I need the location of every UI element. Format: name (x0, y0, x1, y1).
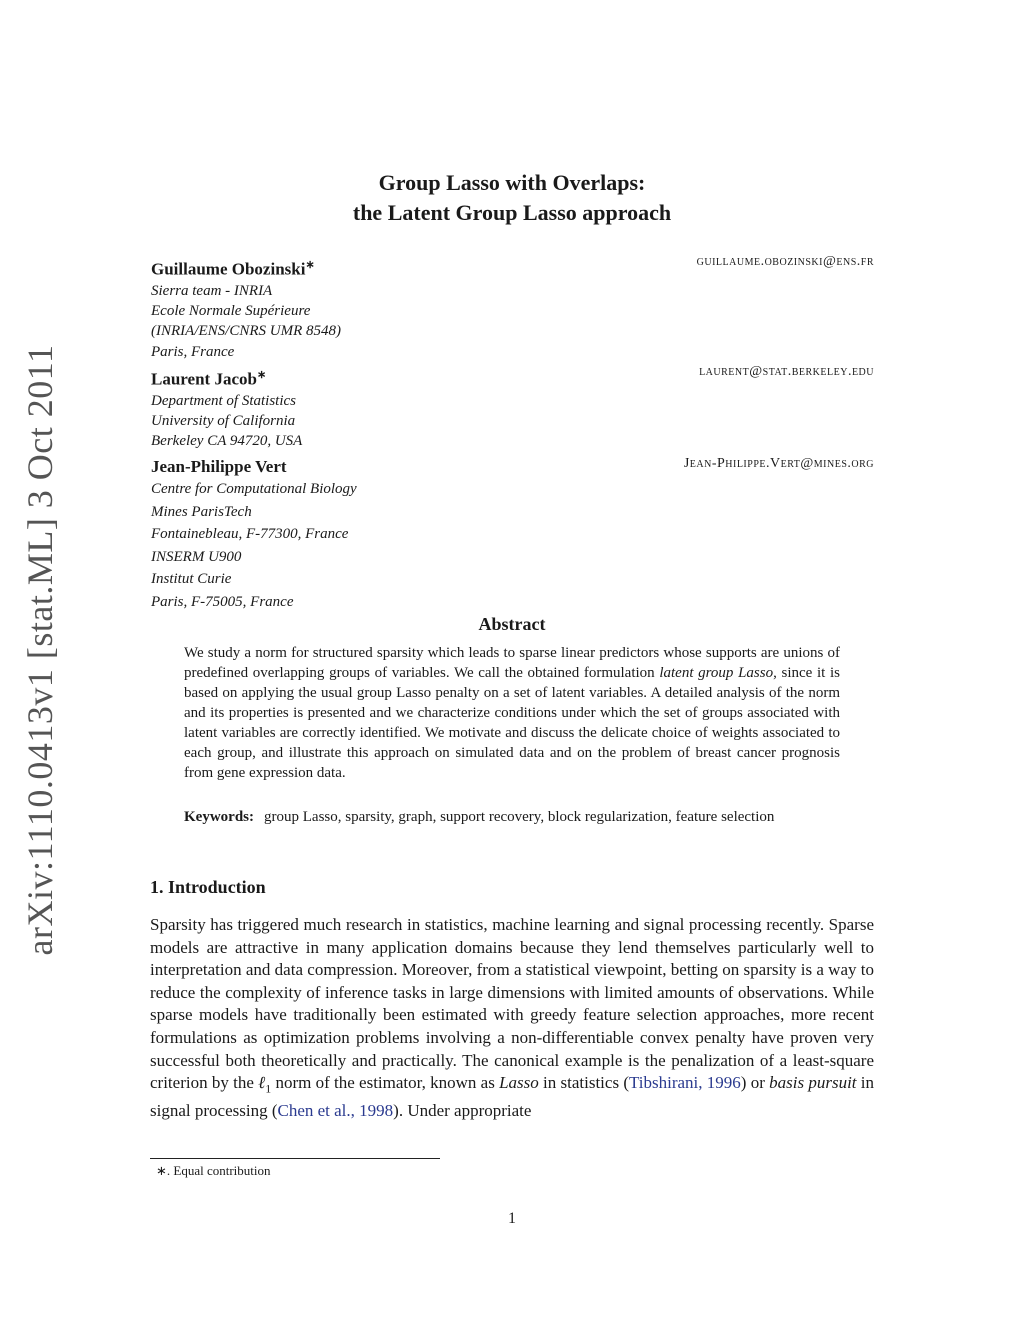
author-affiliation: Department of Statistics University of California Berkeley CA 94720, USA (151, 392, 303, 450)
paper-title (150, 168, 874, 228)
citation-link[interactable]: Chen et al., 1998 (277, 1101, 394, 1121)
keywords-text: group Lasso, sparsity, graph, support recovery, block regularization, feature selection (264, 809, 775, 825)
abstract-heading: Abstract (478, 614, 546, 634)
title-line-2: the Latent Group Lasso approach (352, 200, 672, 225)
abstract-text: We study a norm for structured sparsity which leads to sparse linear predictors whose supports are unions of predefined overlapping groups of variables. We call the obtained formulation latent group Lasso, since it is based on applying the usual group Lasso penalty on a set of latent variables. A detailed analysis of the norm and its properties is presented and we characterize conditions under which the set of groups associated with latent variables are correctly identified. We motivate and discuss the delicate choice of weights associated to each group, and illustrate this approach on simulated data and on the problem of breast cancer prognosis from gene expression data. (184, 645, 840, 781)
author-block-obozinski (151, 254, 874, 362)
author-block-vert (151, 456, 874, 614)
author-email: laurent@stat.berkeley.edu (699, 364, 874, 379)
author-email: Jean-Philippe.Vert@mines.org (683, 456, 874, 471)
author-name: Laurent Jacob∗ (151, 369, 267, 389)
citation-link[interactable]: Tibshirani, 1996 (628, 1073, 741, 1093)
footnote: ∗. Equal contribution (156, 1163, 271, 1178)
section-heading: 1. Introduction (150, 877, 266, 897)
author-affiliation: Sierra team - INRIA Ecole Normale Supérieure (INRIA/ENS/CNRS UMR 8548) Paris, France (151, 282, 341, 360)
page-number: 1 (508, 1210, 516, 1227)
intro-paragraph: Sparsity has triggered much research in statistics, machine learning and signal processing recently. Sparse models are attractive in many application domains because they lend themselves particularly well to interpretation and data compression. Moreover, from a statistical viewpoint, betting on sparsity is a way to reduce the complexity of inference tasks in large dimensions with limited amounts of observations. While sparse models have traditionally been estimated with greedy feature selection approaches, more recent formulations as optimization problems involving a non-differentiable convex penalty have proven very successful both theoretically and practically. The canonical example is the penalization of a least-square criterion by the ℓ$_1$ norm of the estimator, known as Lasso in statistics (Tibshirani, 1996) or basis pursuit in signal processing (Chen et al., 1998). Under appropriate (150, 915, 874, 1121)
author-name: Jean-Philippe Vert (151, 457, 287, 476)
keywords-label: Keywords: (184, 809, 254, 825)
arxiv-identifier: arXiv:1110.0413v1 [stat.ML] 3 Oct 2011 (20, 344, 60, 956)
author-name: Guillaume Obozinski∗ (151, 259, 315, 279)
title-line-1: Group Lasso with Overlaps: (378, 170, 646, 195)
author-block-jacob (151, 364, 874, 452)
author-email: guillaume.obozinski@ens.fr (696, 254, 874, 269)
footnote-rule (150, 1158, 440, 1159)
keywords (184, 807, 840, 827)
author-affiliation: Centre for Computational Biology Mines ParisTech Fontainebleau, F-77300, France INSERM U900 Institut Curie Paris, F-75005, France (151, 481, 357, 610)
